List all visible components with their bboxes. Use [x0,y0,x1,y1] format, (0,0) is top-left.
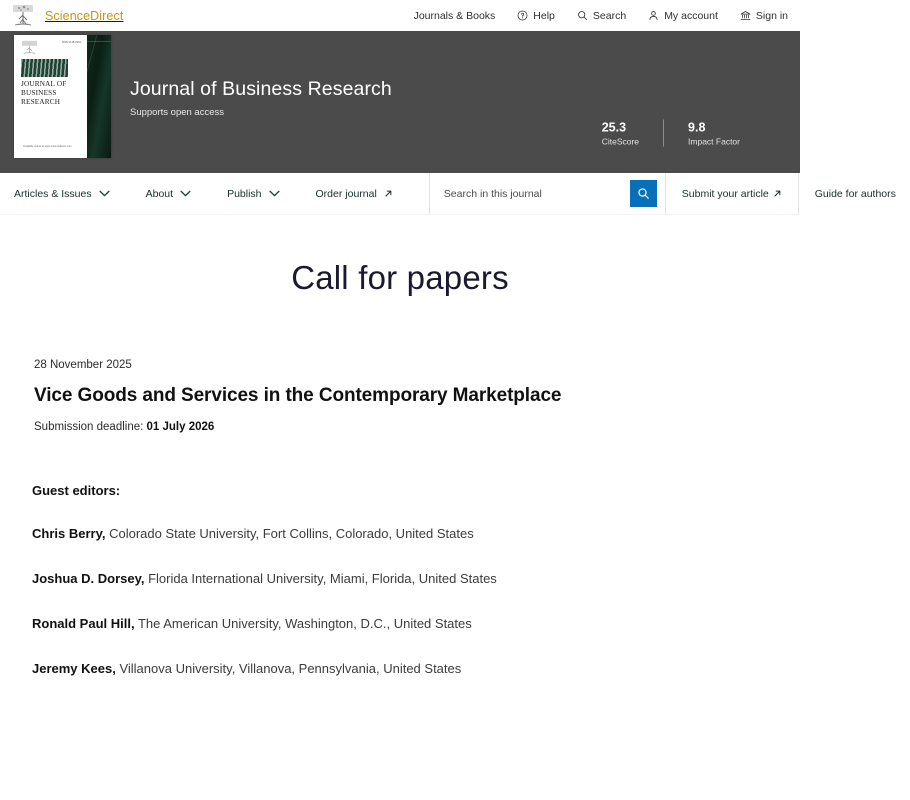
elsevier-tree-icon [10,3,36,29]
guest-editor-name: Joshua D. Dorsey, [32,570,145,586]
guest-editor-item [32,661,768,678]
journal-title: Journal of Business Research [130,78,392,100]
journal-nav-order-journal[interactable] [316,188,417,200]
journal-metrics [602,120,764,147]
metric-impact-factor[interactable] [663,120,764,147]
top-nav-label: Help [533,9,555,22]
journal-nav-label: Submit your article [681,187,769,200]
journal-nav-publish[interactable] [227,188,303,200]
journal-nav-label: Publish [227,187,262,200]
metric-citescore[interactable] [602,120,663,147]
guest-editor-name: Chris Berry, [32,526,106,541]
top-nav-sign-in[interactable] [740,10,788,22]
journal-nav-label: About [145,187,174,200]
guest-editor-item [32,616,768,633]
journal-nav-label: Articles & Issues [14,187,92,200]
cover-issn: ISSN 0148-2963 [61,41,81,44]
top-nav-label: Journals & Books [413,9,496,22]
guest-editor-affiliation: Colorado State University, Fort Collins, Colorado, United States [105,526,474,541]
search-icon [577,10,588,21]
main-content [0,259,800,678]
journal-nav-label: Order journal [315,187,377,200]
search-input[interactable] [430,173,630,214]
page-title: Call for papers [291,259,509,296]
top-nav-my-account[interactable] [648,10,718,22]
sciencedirect-wordmark: ScienceDirect [45,8,124,23]
cover-texture-strip [87,35,111,158]
guide-for-authors-link[interactable] [798,173,910,214]
metric-value: 9.8 [688,120,706,135]
submission-deadline-label: Submission deadline: [34,421,147,433]
guest-editors-heading: Guest editors: [32,483,121,498]
top-nav-label: Search [592,9,627,22]
metric-label: CiteScore [601,136,640,147]
journal-nav-bar [0,173,896,215]
journal-banner [0,31,800,173]
top-nav [414,10,788,22]
top-nav-label: Sign in [755,9,788,22]
submit-your-article-link[interactable] [665,173,798,214]
guest-editor-name: Ronald Paul Hill, [32,615,135,631]
journal-open-access-note: Supports open access [130,107,225,118]
external-link-icon [773,189,782,198]
top-bar [0,0,800,31]
institution-icon [740,10,751,21]
top-nav-journals-and-books[interactable] [414,10,496,22]
chevron-down-icon [180,190,191,197]
submission-deadline [34,421,768,433]
top-nav-label: My account [664,9,718,22]
journal-nav-about[interactable] [146,188,215,200]
guest-editor-affiliation: Villanova University, Villanova, Pennsylvania, United States [115,660,462,676]
cover-logo-block [21,59,68,77]
search-submit-button[interactable] [630,180,657,207]
metric-value: 25.3 [601,120,627,135]
person-icon [648,10,659,21]
sciencedirect-logo[interactable] [10,3,123,29]
help-circle-icon [517,10,528,21]
journal-search [429,173,665,214]
top-nav-search[interactable] [577,10,626,22]
guest-editor-item [32,571,768,588]
submission-deadline-value: 01 July 2026 [146,421,215,433]
journal-identity [130,78,392,118]
journal-nav-articles-and-issues[interactable] [14,188,134,200]
chevron-down-icon [269,190,280,197]
elsevier-tree-icon-small [21,40,38,55]
call-for-papers-title: Vice Goods and Services in the Contemporary Marketplace [34,385,562,406]
external-link-icon [384,189,393,198]
guest-editor-affiliation: Florida International University, Miami, Florida, United States [144,570,497,586]
guest-editor-affiliation: The American University, Washington, D.C., United States [134,615,472,631]
metric-label: Impact Factor [688,136,740,147]
journal-cover-image[interactable] [14,35,111,158]
journal-nav-menus [0,173,429,214]
publication-date: 28 November 2025 [34,359,132,371]
journal-nav-label: Guide for authors [814,187,896,200]
cover-title: JOURNAL OF BUSINESS RESEARCH [21,80,67,106]
search-icon [637,187,650,200]
guest-editor-item [32,526,768,543]
journal-nav-actions [665,173,910,214]
chevron-down-icon [99,190,110,197]
cover-footer-note: Available online at www.sciencedirect.com [23,144,72,148]
top-nav-help[interactable] [517,10,555,22]
guest-editor-name: Jeremy Kees, [32,660,116,676]
